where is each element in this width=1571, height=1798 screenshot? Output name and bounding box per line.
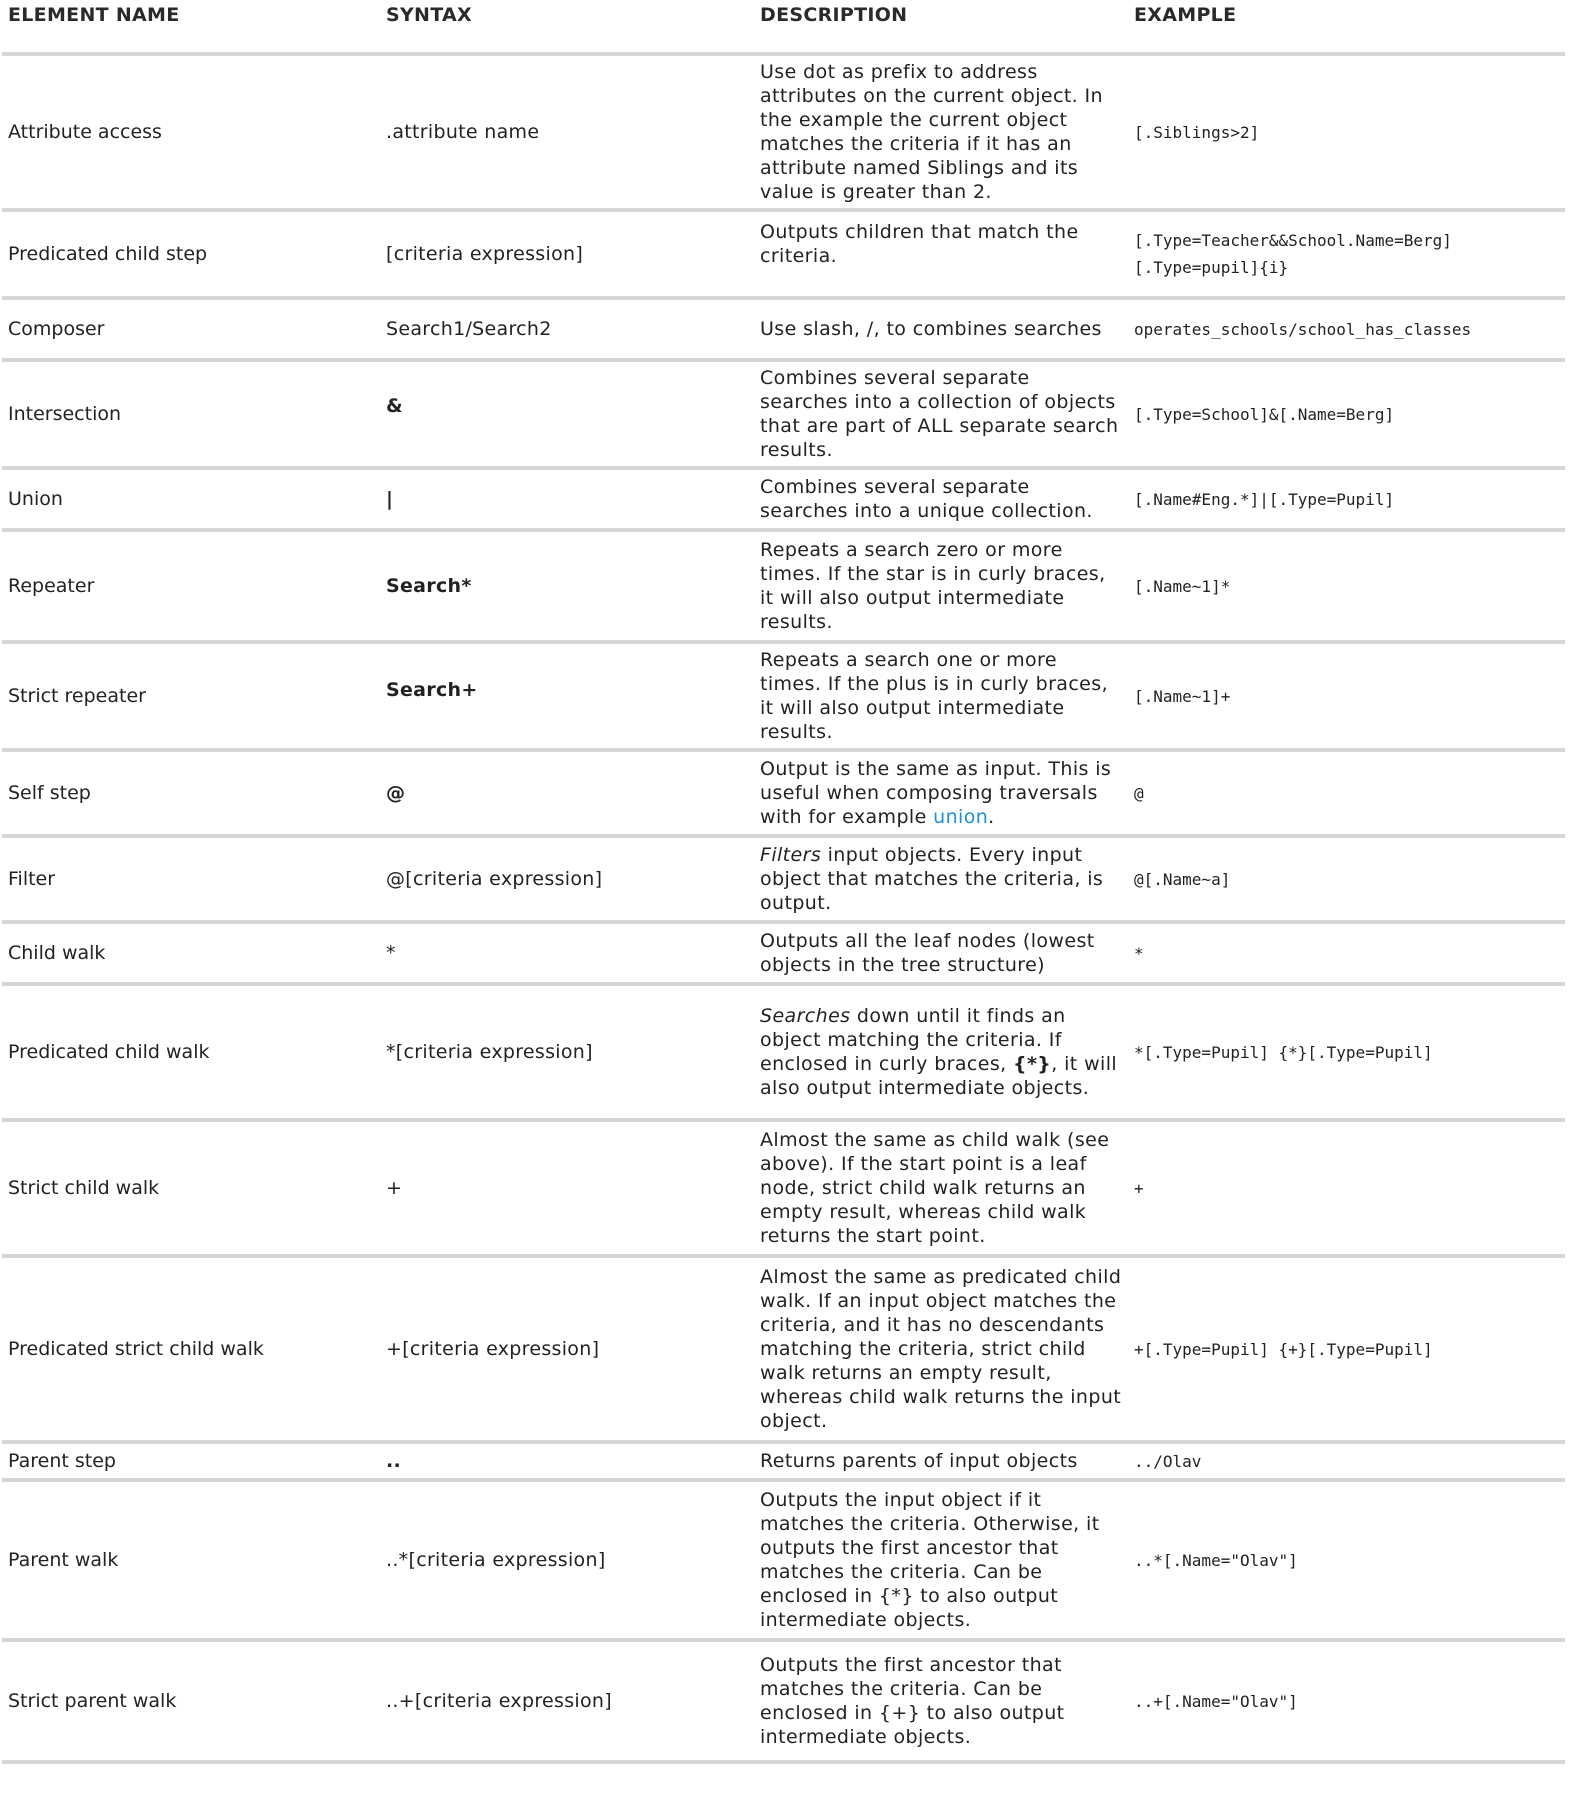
element-name: Filter xyxy=(2,836,380,922)
example: * xyxy=(1128,922,1565,984)
example: [.Name#Eng.*]|[.Type=Pupil] xyxy=(1128,468,1565,530)
element-name: Composer xyxy=(2,298,380,360)
element-name: Parent step xyxy=(2,1442,380,1480)
syntax: | xyxy=(380,468,754,530)
syntax: Search1/Search2 xyxy=(380,298,754,360)
description: Combines several separate searches into a collection of objects that are part of ALL separate search results. xyxy=(754,360,1128,468)
example: @[.Name~a] xyxy=(1128,836,1565,922)
description: Use slash, /, to combines searches xyxy=(754,298,1128,360)
table-row xyxy=(2,1480,1565,1640)
description: Almost the same as predicated child walk. If an input object matches the criteria, and it has no descendants matching the criteria, strict child walk returns an empty result, whereas child walk returns the input object. xyxy=(754,1256,1128,1442)
example: ../Olav xyxy=(1128,1442,1565,1480)
table-row xyxy=(2,1120,1565,1256)
table-row xyxy=(2,468,1565,530)
table-row xyxy=(2,1442,1565,1480)
table-row xyxy=(2,1640,1565,1762)
description-text: input objects. Every input object that matches the criteria, is output. xyxy=(760,844,1104,914)
table-row xyxy=(2,210,1565,298)
table-row xyxy=(2,298,1565,360)
syntax-reference-table xyxy=(2,0,1565,1764)
example: @ xyxy=(1128,750,1565,836)
element-name: Strict parent walk xyxy=(2,1640,380,1762)
description-text: down until it finds an object matching the criteria. If enclosed in curly braces, xyxy=(760,1005,1066,1075)
table-row xyxy=(2,984,1565,1120)
element-name: Parent walk xyxy=(2,1480,380,1640)
syntax: ..+[criteria expression] xyxy=(380,1640,754,1762)
description: Outputs children that match the criteria. xyxy=(754,210,1128,298)
description-text: . xyxy=(988,806,995,828)
example: [.Siblings>2] xyxy=(1128,54,1565,210)
element-name: Self step xyxy=(2,750,380,836)
example: +[.Type=Pupil] {+}[.Type=Pupil] xyxy=(1128,1256,1565,1442)
syntax: +[criteria expression] xyxy=(380,1256,754,1442)
description xyxy=(754,836,1128,922)
element-name: Predicated strict child walk xyxy=(2,1256,380,1442)
description: Repeats a search zero or more times. If the star is in curly braces, it will also output intermediate results. xyxy=(754,530,1128,642)
syntax: .. xyxy=(380,1442,754,1480)
table-row xyxy=(2,360,1565,468)
example: + xyxy=(1128,1120,1565,1256)
element-name: Predicated child step xyxy=(2,210,380,298)
description: Combines several separate searches into a unique collection. xyxy=(754,468,1128,530)
syntax: Search* xyxy=(380,530,754,642)
header-element-name: ELEMENT NAME xyxy=(2,0,380,54)
example: operates_schools/school_has_classes xyxy=(1128,298,1565,360)
example-line: [.Type=pupil]{i} xyxy=(1134,258,1289,277)
description: Returns parents of input objects xyxy=(754,1442,1128,1480)
syntax: Search+ xyxy=(380,642,754,750)
description-strong: {*} xyxy=(1013,1053,1052,1075)
description: Use dot as prefix to address attributes on the current object. In the example the current object matches the criteria if it has an attribute named Siblings and its value is greater than 2. xyxy=(754,54,1128,210)
example: [.Name~1]+ xyxy=(1128,642,1565,750)
example-line: [.Type=Teacher&&School.Name=Berg] xyxy=(1134,231,1452,250)
table-body xyxy=(2,54,1565,1762)
description: Repeats a search one or more times. If the plus is in curly braces, it will also output intermediate results. xyxy=(754,642,1128,750)
syntax: + xyxy=(380,1120,754,1256)
description: Outputs the input object if it matches the criteria. Otherwise, it outputs the first ancestor that matches the criteria. Can be enclosed in {*} to also output intermediate objects. xyxy=(754,1480,1128,1640)
example: *[.Type=Pupil] {*}[.Type=Pupil] xyxy=(1128,984,1565,1120)
description-text: Output is the same as input. This is useful when composing traversals with for example xyxy=(760,758,1112,828)
description: Outputs all the leaf nodes (lowest objects in the tree structure) xyxy=(754,922,1128,984)
example: [.Type=School]&[.Name=Berg] xyxy=(1128,360,1565,468)
header-row xyxy=(2,0,1565,54)
table-row xyxy=(2,836,1565,922)
table-row xyxy=(2,54,1565,210)
syntax: & xyxy=(380,360,754,468)
element-name: Attribute access xyxy=(2,54,380,210)
element-name: Predicated child walk xyxy=(2,984,380,1120)
description-emphasis: Filters xyxy=(760,844,822,866)
syntax: * xyxy=(380,922,754,984)
syntax: @ xyxy=(380,750,754,836)
header-example: EXAMPLE xyxy=(1128,0,1565,54)
table-row xyxy=(2,1256,1565,1442)
element-name: Child walk xyxy=(2,922,380,984)
description-text: , it will also output intermediate objects. xyxy=(760,1053,1118,1099)
table-row xyxy=(2,750,1565,836)
syntax: @[criteria expression] xyxy=(380,836,754,922)
syntax: *[criteria expression] xyxy=(380,984,754,1120)
header-syntax: SYNTAX xyxy=(380,0,754,54)
syntax: [criteria expression] xyxy=(380,210,754,298)
example: ..+[.Name="Olav"] xyxy=(1128,1640,1565,1762)
description: Almost the same as child walk (see above). If the start point is a leaf node, strict child walk returns an empty result, whereas child walk returns the start point. xyxy=(754,1120,1128,1256)
example: [.Name~1]* xyxy=(1128,530,1565,642)
table-row xyxy=(2,530,1565,642)
element-name: Union xyxy=(2,468,380,530)
header-description: DESCRIPTION xyxy=(754,0,1128,54)
element-name: Strict child walk xyxy=(2,1120,380,1256)
description xyxy=(754,750,1128,836)
description: Outputs the first ancestor that matches the criteria. Can be enclosed in {+} to also output intermediate objects. xyxy=(754,1640,1128,1762)
example xyxy=(1128,210,1565,298)
element-name: Strict repeater xyxy=(2,642,380,750)
syntax: ..*[criteria expression] xyxy=(380,1480,754,1640)
table-header xyxy=(2,0,1565,54)
table-row xyxy=(2,642,1565,750)
table-row xyxy=(2,922,1565,984)
example: ..*[.Name="Olav"] xyxy=(1128,1480,1565,1640)
description-emphasis: Searches xyxy=(760,1005,851,1027)
syntax: .attribute name xyxy=(380,54,754,210)
union-link[interactable]: union xyxy=(933,806,989,828)
element-name: Repeater xyxy=(2,530,380,642)
description xyxy=(754,984,1128,1120)
element-name: Intersection xyxy=(2,360,380,468)
